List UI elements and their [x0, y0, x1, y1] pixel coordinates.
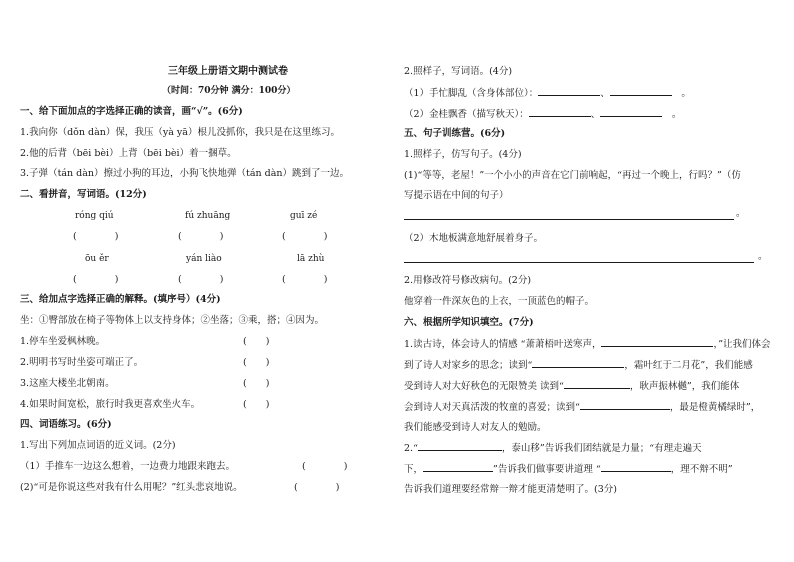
s6-line-3 — [404, 380, 739, 393]
answer-bracket[interactable]: ( ) — [178, 274, 224, 285]
s6-text: 到了诗人对家乡的思念；读到“ — [404, 360, 533, 371]
answer-bracket[interactable]: ( ) — [243, 378, 270, 389]
answer-blank[interactable] — [601, 463, 671, 472]
answer-blank[interactable] — [564, 380, 630, 389]
answer-bracket[interactable]: ( ) — [178, 231, 224, 242]
answer-bracket[interactable]: ( ) — [243, 336, 270, 347]
answer-blank[interactable] — [532, 359, 624, 368]
s6-text: ，最是橙黄橘绿时”， — [669, 402, 761, 413]
s6-text: ，”让我们体会 — [713, 339, 771, 350]
s6-line-4 — [404, 401, 760, 414]
answer-bracket[interactable]: ( ) — [73, 274, 119, 285]
answer-bracket[interactable]: ( ) — [243, 357, 270, 368]
s4-q1-a: （1）手推车一边这么想着，一边费力地跟来跑去。 — [20, 461, 236, 472]
s5-q1: 1.照样子，仿写句子。(4分) — [404, 149, 522, 160]
s4-q2-b: （2）金桂飘香（描写秋天）： 、 。 — [404, 109, 682, 120]
s6-text: ，耿声振林樾”，我们能体 — [629, 381, 740, 392]
s6-line-5: 我们能感受到诗人对友人的勉励。 — [404, 422, 547, 433]
s3-item-4: 4.如果时间宽松，旅行时我更喜欢坐火车。 — [20, 399, 201, 410]
s6-text: ，霜叶红于二月花”，我们能感 — [624, 360, 753, 371]
s6-text: 下， — [404, 464, 424, 475]
s5-q2-sentence: 他穿着一件深灰色的上衣，一顶蓝色的帽子。 — [404, 296, 595, 307]
s5-q1-a-line2: 写提示语在中间的句子） — [404, 190, 509, 201]
answer-blank[interactable] — [600, 108, 662, 117]
section-5-heading: 五、句子训练营。(6分) — [404, 128, 506, 139]
s1-q1: 1.我向你（dǒn dàn）保，我压（yà yā）根儿没抓你，我只是在这里练习。 — [20, 127, 340, 138]
s3-item-2: 2.明明书写时坐姿可端正了。 — [20, 357, 144, 368]
s6-line-7 — [404, 463, 733, 476]
s5-q1-b: （2）木地板满意地舒展着身子。 — [404, 233, 544, 244]
answer-line[interactable] — [404, 262, 754, 263]
section-1-heading: 一、给下面加点的字选择正确的读音，画“√”。(6分) — [20, 106, 243, 117]
s6-line-2 — [404, 359, 753, 372]
s6-text: ，泰山移”告诉我们团结就是力量；“有理走遍天 — [501, 443, 702, 454]
s6-text: 1.读古诗，体会诗人的情感 “萧萧梧叶送寒声， — [404, 339, 602, 350]
page-title: 三年级上册语文期中测试卷 — [168, 66, 288, 77]
s6-line-6 — [404, 442, 702, 455]
s4-q2-b-text: （2）金桂飘香（描写秋天）： — [404, 109, 529, 120]
answer-blank[interactable] — [423, 463, 493, 472]
answer-blank[interactable] — [529, 108, 591, 117]
s6-text: 2.“ — [404, 443, 418, 454]
s3-item-3: 3.这座大楼坐北朝南。 — [20, 378, 115, 389]
period: 。 — [758, 251, 768, 262]
pinyin-2: fú zhuāng — [185, 211, 231, 221]
section-3-heading: 三、给加点字选择正确的解释。(填序号）(4分) — [20, 294, 221, 305]
s1-q3: 3.子弹（tán dàn）擦过小狗的耳边，小狗飞快地弹（tán dàn）跳到了一边。 — [20, 168, 350, 179]
answer-blank[interactable] — [601, 338, 713, 347]
s6-text: ”告诉我们做事要讲道理 “ — [493, 464, 601, 475]
s6-line-1 — [404, 338, 771, 351]
answer-bracket[interactable]: ( ) — [282, 231, 328, 242]
s5-q2: 2.用修改符号修改病句。(2分) — [404, 275, 532, 286]
s4-q2-a: （1）手忙脚乱（含身体部位）： 、 。 — [404, 88, 691, 99]
answer-bracket[interactable]: ( ) — [302, 461, 348, 472]
answer-bracket[interactable]: ( ) — [73, 231, 119, 242]
answer-bracket[interactable]: ( ) — [282, 274, 328, 285]
pinyin-3: guī zé — [290, 211, 318, 221]
s6-text: 会到诗人对天真活泼的牧童的喜爱；读到“ — [404, 402, 580, 413]
answer-blank[interactable] — [580, 401, 670, 410]
answer-bracket[interactable]: ( ) — [294, 482, 340, 493]
s3-definition: 坐：①臀部放在椅子等物体上以支持身体；②坐落；③乘，搭；④因为。 — [20, 315, 325, 326]
s5-q1-a-line1: (1)“等等，老屋！”一个小小的声音在它门前响起，“再过一个晚上，行吗？”（仿 — [404, 170, 741, 181]
answer-blank[interactable] — [418, 442, 502, 451]
pinyin-4: ōu ěr — [85, 254, 109, 264]
pinyin-6: lā zhù — [297, 254, 325, 264]
section-2-heading: 二、看拼音，写词语。(12分) — [20, 189, 147, 200]
s4-q1-b: (2)“可是你说这些对我有什么用呢？”红头悲哀地说。 — [20, 482, 243, 493]
s4-q2-a-text: （1）手忙脚乱（含身体部位）： — [404, 88, 539, 99]
pinyin-5: yán liào — [186, 254, 222, 264]
s3-item-1: 1.停车坐爱枫林晚。 — [20, 336, 106, 347]
s6-text: 受到诗人对大好秋色的无限赞美 读到“ — [404, 381, 564, 392]
period: 。 — [736, 208, 746, 219]
s4-q2: 2.照样子，写词语。(4分) — [404, 66, 513, 77]
answer-blank[interactable] — [538, 87, 600, 96]
s6-text: ，理不辩不明” — [670, 464, 733, 475]
s4-q1: 1.写出下列加点词语的近义词。(2分) — [20, 440, 176, 451]
section-4-heading: 四、词语练习。(6分) — [20, 419, 112, 430]
answer-blank[interactable] — [610, 87, 672, 96]
answer-line[interactable] — [404, 219, 734, 220]
answer-bracket[interactable]: ( ) — [243, 399, 270, 410]
section-6-heading: 六、根据所学知识填空。(7分) — [404, 317, 534, 328]
pinyin-1: róng qiú — [75, 211, 114, 221]
s1-q2: 2.他的后背（bēi bèi）上背（bēi bèi）着一捆草。 — [20, 148, 237, 159]
page-subtitle: （时间：70分钟 满分：100分） — [162, 86, 296, 96]
s6-line-8: 告诉我们道理要经常辩一辩才能更清楚明了。(3分) — [404, 484, 617, 495]
